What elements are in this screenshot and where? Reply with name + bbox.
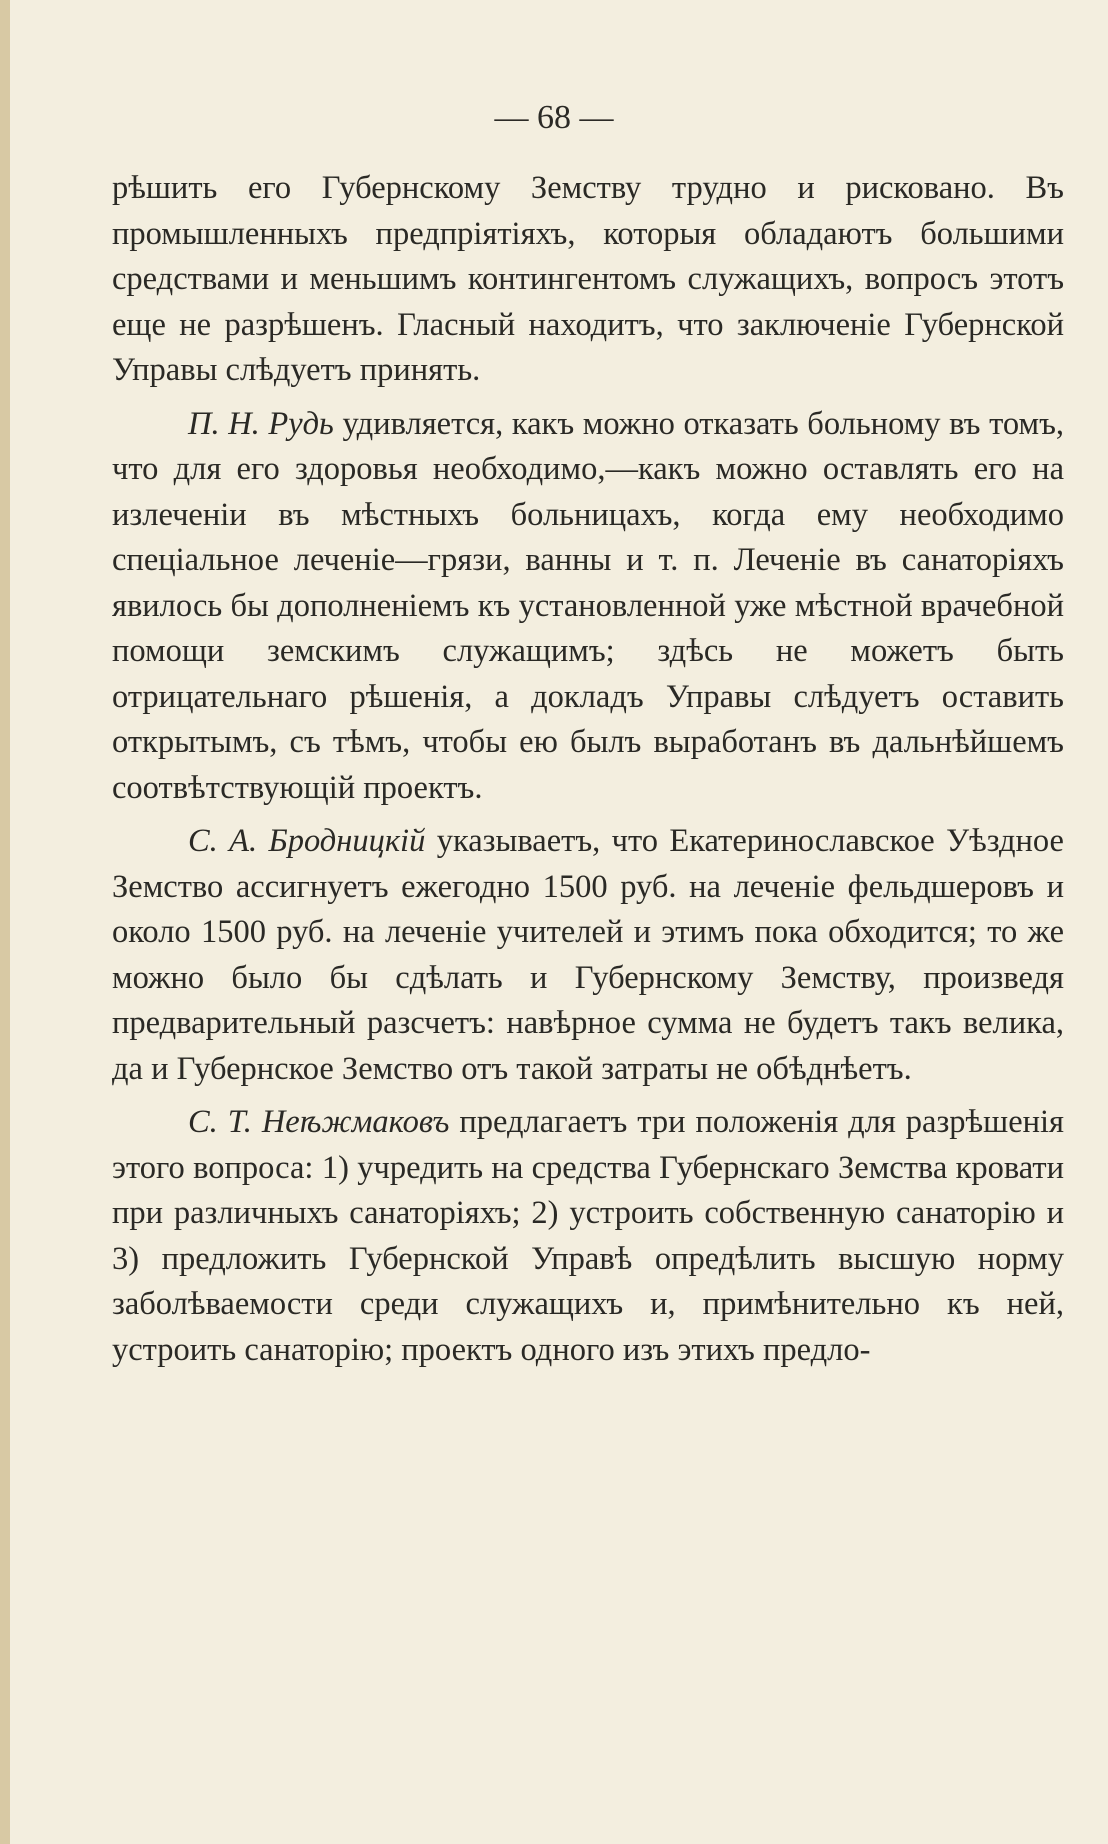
paragraph-text: предлагаетъ три положенія для разрѣшенія этого вопроса: 1) учредить на средства Губернскаго Земства кровати при различныхъ санаторіяхъ; 2) устроить собственную санаторію и 3) предложить Губернской Управѣ опредѣлить высшую норму заболѣваемости среди служащихъ и, примѣнительно къ ней, устроить санаторію; проектъ одного изъ этихъ предло- [112, 1104, 1064, 1368]
paragraph [112, 1100, 1064, 1373]
page-number: — 68 — [494, 99, 614, 136]
paragraph [112, 166, 1064, 394]
speaker-name: П. Н. Рудь [188, 405, 334, 442]
paragraph-text: удивляется, какъ можно отказать больному въ томъ, что для его здоровья необходимо,—какъ можно оставлять его на излеченіи въ мѣстныхъ больницахъ, когда ему необходимо спеціальное леченіе—грязи, ванны и т. п. Леченіе въ санаторіяхъ явилось бы дополненіемъ къ установленной уже мѣстной врачебной помощи земскимъ служащимъ; здѣсь не можетъ быть отрицательнаго рѣшенія, а докладъ Управы слѣдуетъ оставить открытымъ, съ тѣмъ, чтобы ею былъ выработанъ въ дальнѣйшемъ соотвѣтствующій проектъ. [112, 405, 1064, 806]
speaker-name: С. А. Бродницкій [188, 823, 426, 859]
paragraph [112, 402, 1064, 812]
speaker-name: С. Т. Неѣжмаковъ [188, 1104, 450, 1140]
page-edge [0, 0, 10, 1844]
paragraph-text: указываетъ, что Екатеринославское Уѣздное Земство ассигнуетъ ежегодно 1500 руб. на леченіе фельдшеровъ и около 1500 руб. на леченіе учителей и этимъ пока обходится; то же можно было бы сдѣлать и Губернскому Земству, произведя предварительный разсчетъ: навѣрное сумма не будетъ такъ велика, да и Губернское Земство отъ такой затраты не обѣднѣетъ. [112, 823, 1064, 1087]
paragraph-text: рѣшить его Губернскому Земству трудно и рисковано. Въ промышленныхъ предпріятіяхъ, которыя обладаютъ большими средствами и меньшимъ контингентомъ служащихъ, вопросъ этотъ еще не разрѣшенъ. Гласный находитъ, что заключеніе Губернской Управы слѣдуетъ принять. [112, 170, 1064, 388]
body-text [112, 166, 1064, 1381]
paragraph [112, 819, 1064, 1092]
